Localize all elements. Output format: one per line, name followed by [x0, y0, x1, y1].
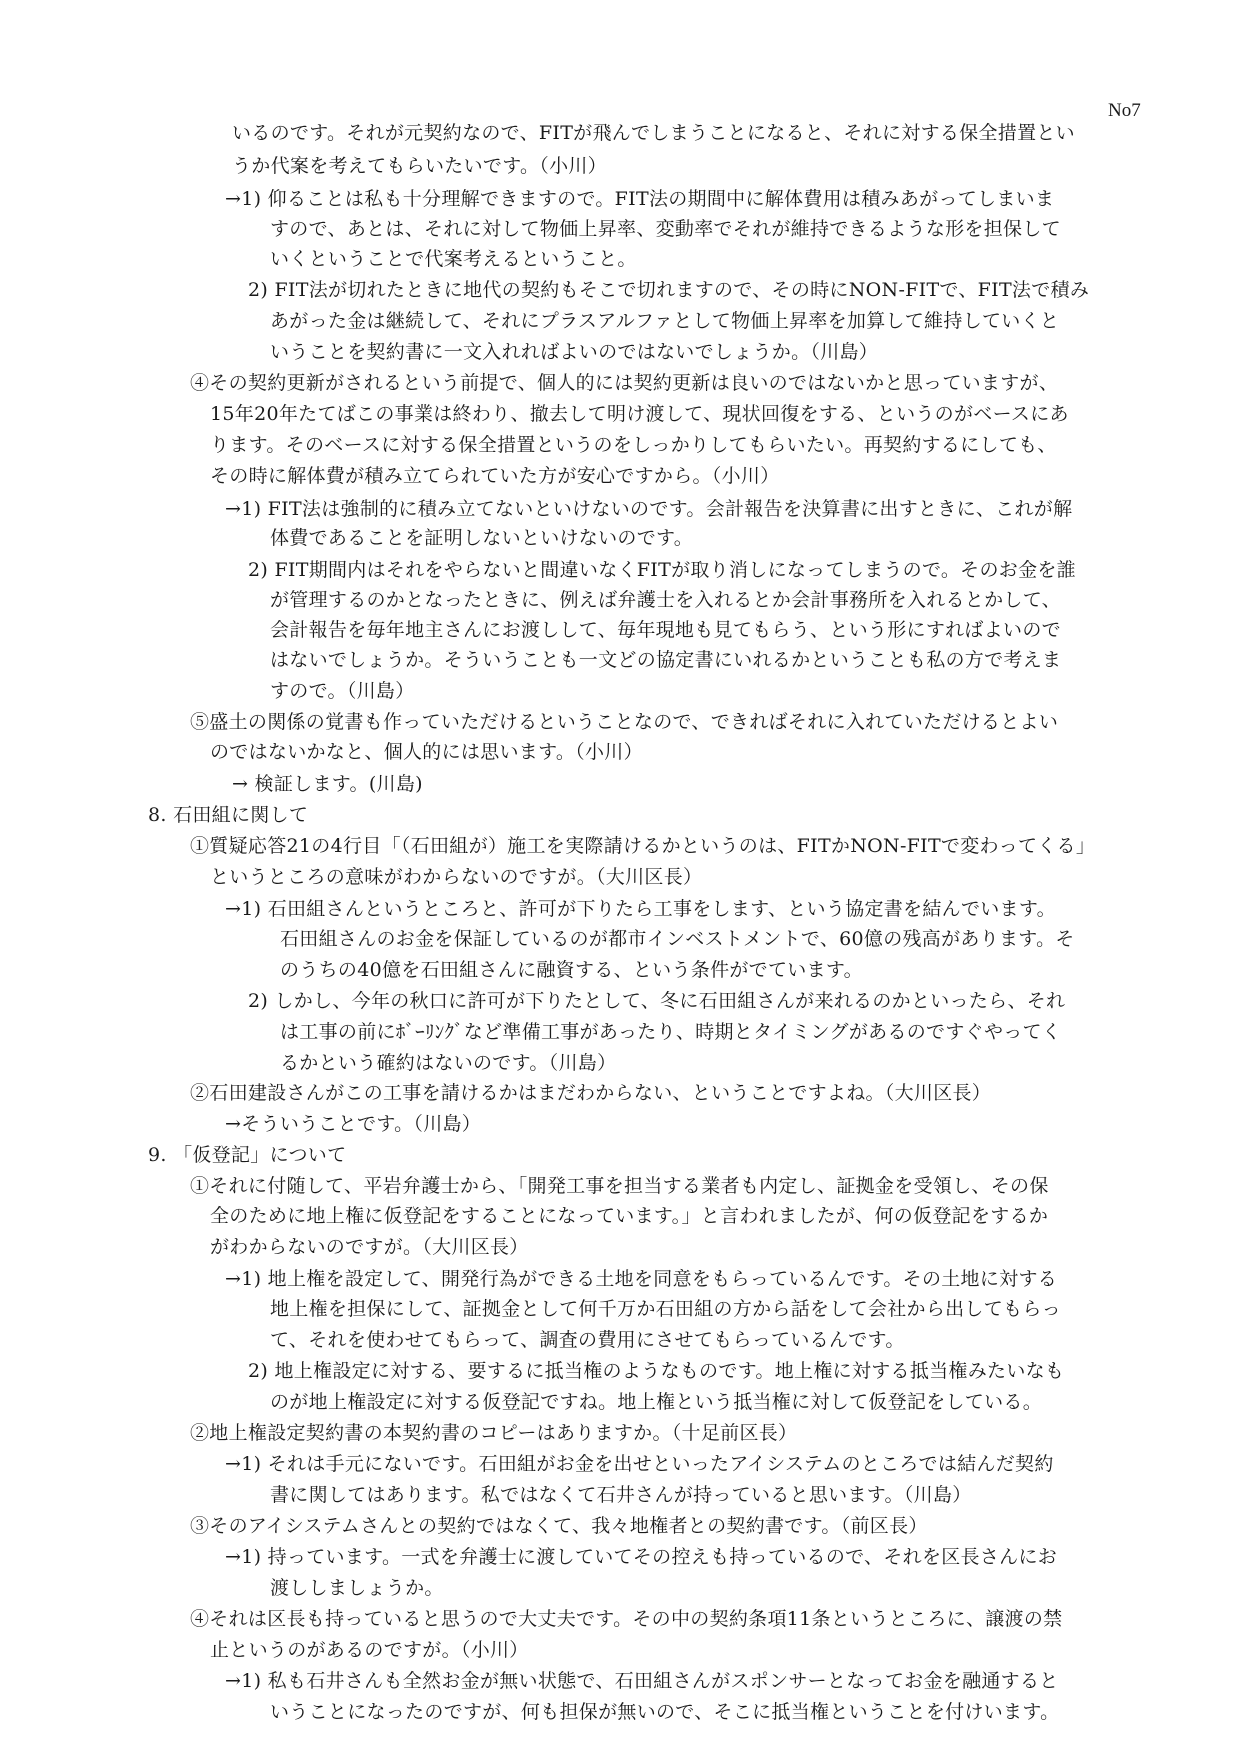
text-line: いるのです。それが元契約なので、FITが飛んでしまうことになると、それに対する保全措置とい [232, 122, 1075, 144]
text-line: →1) 地上権を設定して、開発行為ができる土地を同意をもらっているんです。その土地に対する [225, 1268, 1058, 1290]
text-line: がわからないのですが。（大川区長） [210, 1236, 529, 1258]
text-line: は工事の前にﾎﾞｰﾘﾝｸﾞなど準備工事があったり、時期とタイミングがあるのですぐやってく [280, 1021, 1062, 1043]
text-line: ①質疑応答21の4行目「（石田組が）施工を実際請けるかというのは、FITかNON-FITで変わってくる」 [190, 835, 1096, 857]
text-line: すので。（川島） [270, 680, 415, 702]
page-number: No7 [1108, 100, 1141, 121]
text-line: →1) 私も石井さんも全然お金が無い状態で、石田組さんがスポンサーとなってお金を融通すると [225, 1670, 1059, 1692]
text-line: 止というのがあるのですが。（小川） [210, 1639, 529, 1661]
text-line: るかという確約はないのです。（川島） [280, 1052, 617, 1074]
text-line: →1) 仰ることは私も十分理解できますので。FIT法の期間中に解体費用は積みあがってしまいま [225, 188, 1055, 210]
section-heading: 9. 「仮登記」について [148, 1144, 347, 1166]
text-line: あがった金は継続して、それにプラスアルファとして物価上昇率を加算して維持していくと [270, 310, 1060, 332]
text-line: はないでしょうか。そういうことも一文どの協定書にいれるかということも私の方で考えま [270, 649, 1062, 671]
text-line: 会計報告を毎年地主さんにお渡しして、毎年現地も見てもらう、という形にすればよいので [270, 619, 1061, 641]
section-heading: 8. 石田組に関して [148, 804, 309, 826]
text-line: →1) FIT法は強制的に積み立てないといけないのです。会計報告を決算書に出すときに、これが解 [225, 498, 1073, 520]
text-line: うか代案を考えてもらいたいです。（小川） [232, 155, 607, 177]
text-line: ②石田建設さんがこの工事を請けるかはまだわからない、ということですよね。（大川区長） [190, 1082, 992, 1104]
text-line: のではないかなと、個人的には思います。（小川） [210, 741, 643, 763]
text-line: →そういうことです。（川島） [225, 1113, 482, 1135]
text-line: 2) FIT法が切れたときに地代の契約もそこで切れますので、その時にNON-FITで、FIT法で積み [248, 279, 1090, 301]
text-line: その時に解体費が積み立てられていた方が安心ですから。（小川） [210, 465, 780, 487]
text-line: → 検証します。(川島) [232, 773, 423, 795]
text-line: 2) FIT期間内はそれをやらないと間違いなくFITが取り消しになってしまうので。そのお金を誰 [248, 559, 1076, 581]
text-line: いくということで代案考えるということ。 [270, 248, 637, 270]
text-line: ④それは区長も持っていると思うので大丈夫です。その中の契約条項11条というところに、譲渡の禁 [190, 1608, 1063, 1630]
text-line: ります。そのベースに対する保全措置というのをしっかりしてもらいたい。再契約するにしても、 [210, 434, 1057, 456]
text-line: →1) 持っています。一式を弁護士に渡していてその控えも持っているので、それを区長さんにお [225, 1546, 1058, 1568]
text-line: ②地上権設定契約書の本契約書のコピーはありますか。（十足前区長） [190, 1422, 798, 1444]
text-line: いうことを契約書に一文入れればよいのではないでしょうか。（川島） [270, 341, 879, 363]
text-line: 15年20年たてばこの事業は終わり、撤去して明け渡して、現状回復をする、というのがベースにあ [210, 403, 1069, 425]
text-line: 渡ししましょうか。 [270, 1577, 444, 1599]
text-line: ③そのアイシステムさんとの契約ではなくて、我々地権者との契約書です。（前区長） [190, 1515, 928, 1537]
text-line: のが地上権設定に対する仮登記ですね。地上権という抵当権に対して仮登記をしている。 [270, 1391, 1043, 1413]
text-line: いうことになったのですが、何も担保が無いので、そこに抵当権ということを付けいます。 [270, 1701, 1060, 1723]
text-line: が管理するのかとなったときに、例えば弁護士を入れるとか会計事務所を入れるとかして、 [270, 589, 1061, 611]
text-line: 地上権を担保にして、証拠金として何千万か石田組の方から話をして会社から出してもらっ [270, 1298, 1061, 1320]
text-line: 2) しかし、今年の秋口に許可が下りたとして、冬に石田組さんが来れるのかといったら、それ [248, 990, 1066, 1012]
text-line: て、それを使わせてもらって、調査の費用にさせてもらっているんです。 [270, 1329, 905, 1351]
text-line: 石田組さんのお金を保証しているのが都市インベストメントで、60億の残高があります。そ [280, 928, 1075, 950]
text-line: ⑤盛土の関係の覚書も作っていただけるということなので、できればそれに入れていただけるとよい [190, 711, 1059, 733]
text-line: →1) それは手元にないです。石田組がお金を出せといったアイシステムのところでは結んだ契約 [225, 1453, 1054, 1475]
text-line: →1) 石田組さんというところと、許可が下りたら工事をします、という協定書を結んでいます。 [225, 898, 1056, 920]
text-line: すので、あとは、それに対して物価上昇率、変動率でそれが維持できるような形を担保して [270, 218, 1061, 240]
text-line: のうちの40億を石田組さんに融資する、という条件がでています。 [280, 959, 863, 981]
text-line: 体費であることを証明しないといけないのです。 [270, 527, 694, 549]
text-line: ④その契約更新がされるという前提で、個人的には契約更新は良いのではないかと思っていますが、 [190, 372, 1059, 394]
text-line: というところの意味がわからないのですが。（大川区長） [210, 866, 703, 888]
text-line: 書に関してはあります。私ではなくて石井さんが持っていると思います。（川島） [270, 1484, 972, 1506]
text-line: 2) 地上権設定に対する、要するに抵当権のようなものです。地上権に対する抵当権みたいなも [248, 1360, 1065, 1382]
text-line: 全のために地上権に仮登記をすることになっています。」と言われましたが、何の仮登記をするか [210, 1205, 1049, 1227]
text-line: ①それに付随して、平岩弁護士から、「開発工事を担当する業者も内定し、証拠金を受領し、その保 [190, 1175, 1049, 1197]
